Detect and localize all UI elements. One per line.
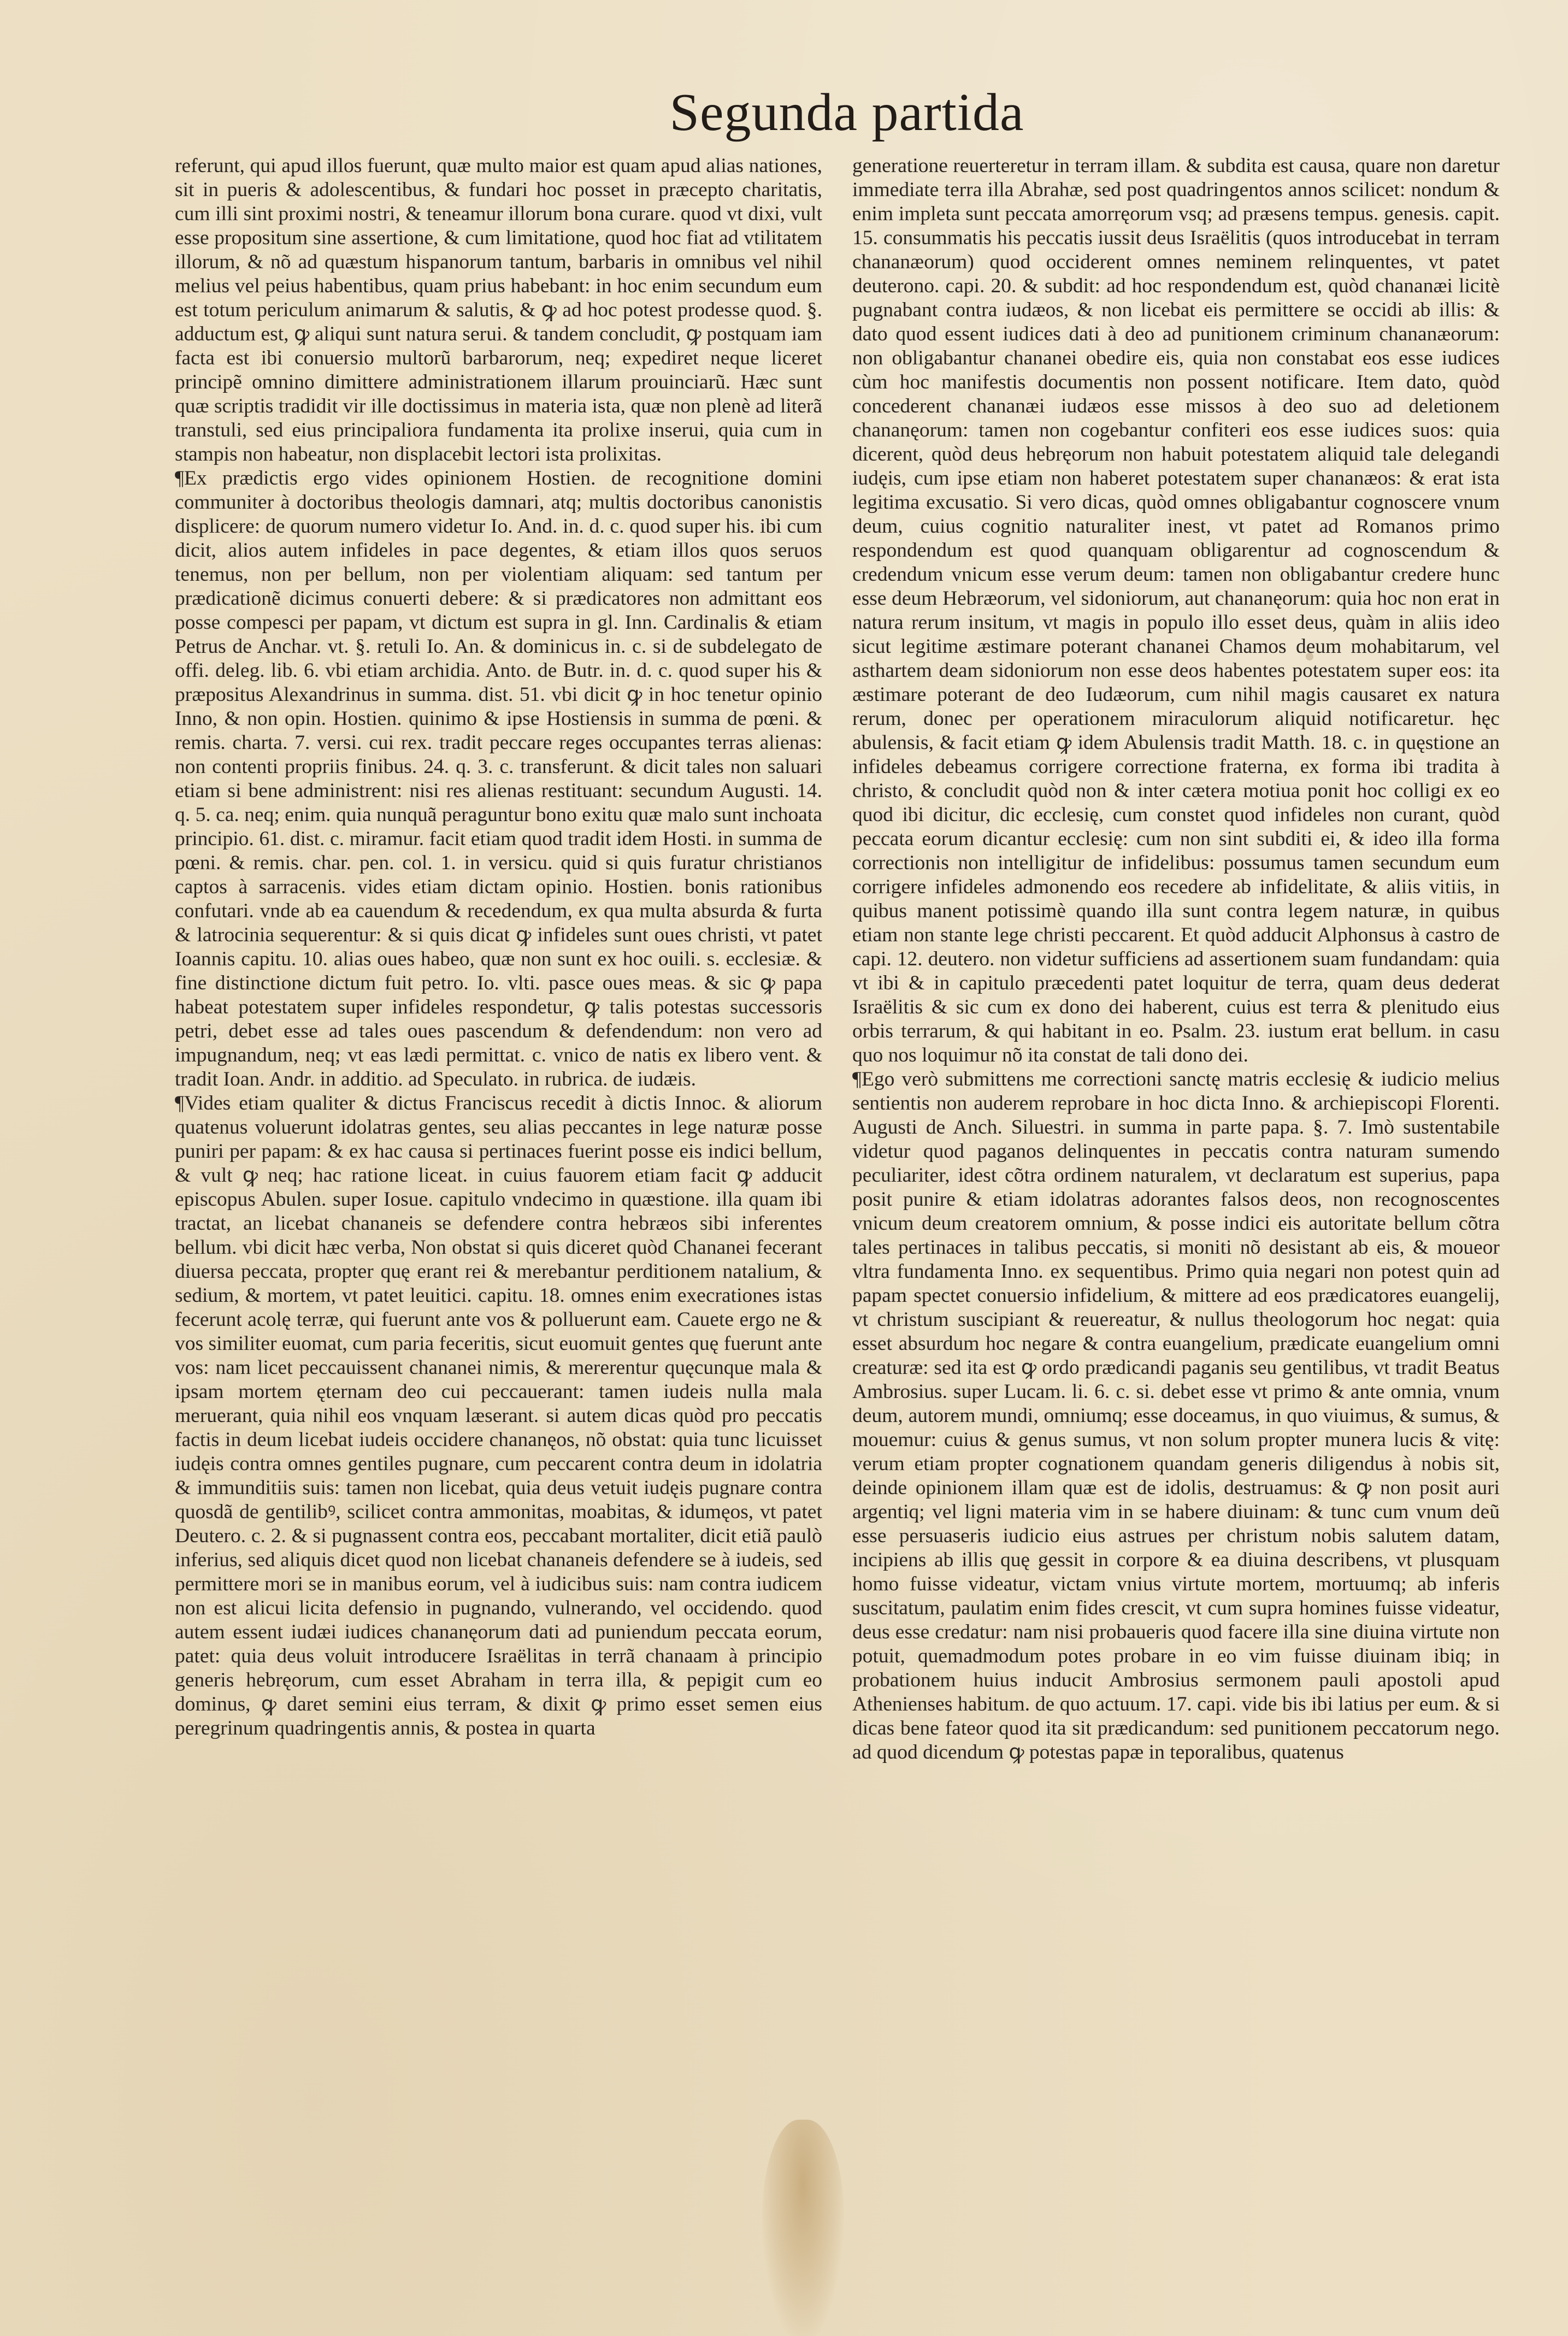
paragraph: ¶Ego verò submittens me correctioni sanctę matris ecclesię & iudicio melius sentientis non auderem reprobare in hoc dicta Inno. & archiepiscopi Florenti. Augusti de Anch. Siluestri. in summa in parte papa. §. 7. Imò sustentabile videtur quod paganos delinquentes in peccatis contra naturam sumendo peculiariter, idest cõtra ordinem naturalem, vt declaratum est superius, papa posit punire & etiam idolatras adorantes falsos deos, non recognoscentes vnicum deum creatorem omnium, & posse indici eis autoritate bellum cõtra tales pertinaces in talibus peccatis, si moniti nõ desistant ab eis, & moueor vltra fundamenta Inno. ex sequentibus. Primo quia negari non potest quin ad papam spectet conuersio infidelium, & mittere ad eos prædicatores euangelij, vt christum suscipiant & reuereatur, & nullus theologorum hoc negat: quia esset absurdum hoc negare & contra euangelium, prædicate euangelium omni creaturæ: sed ita est ꝙ ordo prædicandi paganis seu gentilibus, vt tradit Beatus Ambrosius. super Lucam. li. 6. c. si. debet esse vt primo & ante omnia, vnum deum, autorem mundi, omniumq; esse doceamus, in quo viuimus, & sumus, & mouemur: cuius & genus sumus, vt non solum propter munera lucis & vitę: verum etiam propter cognationem quandam generis diligendus à nobis sit, deinde opinionem illam quæ est de idolis, destruamus: & ꝙ non posit auri argentiq; vel ligni materia vim in se habere diuinam: & tunc cum vnum deũ esse persuaseris iudicio eius astrues per christum nobis salutem datam, incipiens ab illis quę gessit in corpore & ea diuina describens, vt plusquam homo fuisse videatur, victam vnius virtute mortem, mortuumq; ab inferis suscitatum, paulatim enim fides crescit, vt cum supra homines fuisse videatur, deus esse credatur: nam nisi probaueris quod facere illa sine diuina virtute non potuit, quemadmodum potes probare in eo vim fuisse diuinam ibiq; in probationem huius inducit Ambrosius sermonem pauli apostoli apud Athenienses habitum. de quo actuum. 17. capi. vide bis ibi latius per eum. & si dicas bene fateor quod ita sit prædicandum: sed punitionem peccatorum nego. ad quod dicendum ꝙ potestas papæ in teporalibus, quatenus [852, 1068, 1500, 1763]
paragraph: generatione reuerteretur in terram illam. & subdita est causa, quare non daretur immediate terra illa Abrahæ, sed post quadringentos annos scilicet: nondum & enim impleta sunt peccata amorręorum vsq; ad præsens tempus. genesis. capit. 15. consummatis his peccatis iussit deus Israëlitis (quos introducebat in terram chananæorum) quod occiderent omnes neminem relinquentes, vt patet deuterono. capi. 20. & subdit: ad hoc respondendum est, quòd chananæi licitè pugnabant contra iudæos, & non licebat eis permittere se occidi ab illis: & dato quod essent iudices dati à deo ad punitionem criminum chananæorum: non obligabantur chananei obedire eis, quia non constabat eos esse iudices cùm hoc manifestis documentis non possent notificare. Item dato, quòd concederent chananæi iudæos esse missos à deo suo ad deletionem chananęorum: tamen non cogebantur confiteri eos esse iudices suos: quia dicerent, quòd deus hebręorum non habuit potestatem aliquid tale delegandi iudęis, cum ipse etiam non haberet potestatem super chananæos: & erat ista legitima excusatio. Si vero dicas, quòd omnes obligabantur cognoscere vnum deum, cuius cognitio naturaliter inest, vt patet ad Romanos primo respondendum est quod quanquam obligarentur ad cognoscendum & credendum vnicum esse verum deum: tamen non obligabantur credere hunc esse deum Hebræorum, vel sidoniorum, aut chananęorum: quia hoc non erat in natura rerum insitum, vt magis in populo illo esset deus, quàm in aliis ideo sicut legitime æstimare poterant chananei Chamos deum mohabitarum, vel asthartem deam sidoniorum non esse deos habentes potestatem super eos: ita æstimare poterant de deo Iudæorum, cum nihil magis causaret ex natura rerum, donec per operationem miraculorum aliquid notificaretur. hęc abulensis, & facit etiam ꝙ idem Abulensis tradit Matth. 18. c. in quęstione an infideles debeamus corrigere correctione fraterna, ex forma ibi tradita à christo, & concludit quòd non & inter cætera motiua ponit hoc colligi ex eo quod ibi dicitur, dic ecclesię, cum constet quod infideles non curant, quòd peccata eorum dicantur ecclesię: cum non sint subditi ei, & ideo illa forma correctionis non intelligitur de infidelibus: possumus tamen secundum eum corrigere infideles admonendo eos recedere ab infidelitate, & aliis vitiis, in quibus manent potissimè quando illa sunt contra legem naturæ, in quibus etiam non stante lege christi peccarent. Et quòd adducit Alphonsus à castro de capi. 12. deutero. non videtur sufficiens ad assertionem suam fundandam: quia vt ibi & in capitulo præcedenti patet loquitur de terra, quam deus dederat Israëlitis & sic cum ex dono dei haberent, cuius est terra & plenitudo eius orbis terrarum, & qui habitant in eo. Psalm. 23. iustum erat bellum. in casu quo nos loquimur nõ ita constat de tali dono dei. [852, 155, 1500, 1066]
running-head: Segunda partida [669, 83, 1024, 142]
right-column [852, 154, 1500, 1765]
paragraph: referunt, qui apud illos fuerunt, quæ multo maior est quam apud alias nationes, sit in pueris & adolescentibus, & fundari hoc posset in præcepto charitatis, cum illi sint proximi nostri, & teneamur illorum bona curare. quod vt dixi, vult esse propositum sine assertione, & cum limitatione, quod hoc fiat ad vtilitatem illorum, & nõ ad quæstum hispanorum tantum, barbaris in omnibus vel nihil melius vel peius habentibus, quam prius habebant: in hoc enim secundum eum est totum periculum animarum & salutis, & ꝙ ad hoc potest prodesse quod. §. adductum est, ꝙ aliqui sunt natura serui. & tandem concludit, ꝙ postquam iam facta est ibi conuersio multorũ barbarorum, neq; expediret neque liceret principẽ omnino dimittere administrationem illarum prouinciarũ. Hæc sunt quæ scriptis tradidit vir ille doctissimus in materia ista, quæ non plenè ad literã transtuli, sed eius principaliora fundamenta ita prolixe inserui, quia cum in stampis non habeatur, non displacebit lectori ista prolixitas. [175, 155, 822, 465]
paragraph: ¶Ex prædictis ergo vides opinionem Hostien. de recognitione domini communiter à doctoribus theologis damnari, atq; multis doctoribus canonistis displicere: de quorum numero videtur Io. And. in. d. c. quod super his. ibi cum dicit, alios autem infideles in pace degentes, & etiam illos quos seruos tenemus, non per bellum, non per violentiam aliquam: sed tantum per prædicationẽ dicimus conuerti debere: & si prædicatores non admittant eos posse compesci per papam, vt dictum est supra in gl. Inn. Cardinalis & etiam Petrus de Anchar. vt. §. retuli Io. An. & dominicus in. c. si de subdelegato de offi. deleg. lib. 6. vbi etiam archidia. Anto. de Butr. in. d. c. quod super his & præpositus Alexandrinus in summa. dist. 51. vbi dicit ꝙ in hoc tenetur opinio Inno, & non opin. Hostien. quinimo & ipse Hostiensis in summa de pœni. & remis. charta. 7. versi. cui rex. tradit peccare reges occupantes terras alienas: non contenti propriis finibus. 24. q. 3. c. transferunt. & dicit tales non saluari etiam si bene administrent: nisi res alienas restituant: secundum Augusti. 14. q. 5. ca. neq; enim. quia nunquã peraguntur bono exitu quæ malo sunt inchoata principio. 61. dist. c. miramur. facit etiam quod tradit idem Hosti. in summa de pœni. & remis. char. pen. col. 1. in versicu. quid si quis furatur christianos captos à sarracenis. vides etiam dictam opinio. Hostien. bonis rationibus confutari. vnde ab ea cauendum & recedendum, ex qua multa absurda & furta & latrocinia sequerentur: & si quis dicat ꝙ infideles sunt oues christi, vt patet Ioannis capitu. 10. alias oues habeo, quæ non sunt ex hoc ouili. s. ecclesiæ. & fine distinctione dictum fuit petro. Io. vlti. pasce oues meas. & sic ꝙ papa habeat potestatem super infideles respondetur, ꝙ talis potestas successoris petri, debet esse ad tales oues pascendum & defendendum: non vero ad impugnandum, neq; vt eas lædi permittat. c. vnico de natis ex libero vent. & tradit Ioan. Andr. in additio. ad Speculato. in rubrica. de iudæis. [175, 467, 822, 1090]
left-column [175, 154, 822, 1741]
water-stain [762, 2120, 844, 2336]
paragraph: ¶Vides etiam qualiter & dictus Franciscus recedit à dictis Innoc. & aliorum quatenus voluerunt idolatras gentes, seu alias peccantes in lege naturæ posse puniri per papam: & ex hac causa si pertinaces fuerint posse eis indici bellum, & vult ꝙ neq; hac ratione liceat. in cuius fauorem etiam facit ꝙ adducit episcopus Abulen. super Iosue. capitulo vndecimo in quæstione. illa quam ibi tractat, an licebat chananeis se defendere contra hebræos sibi inferentes bellum. vbi dicit hæc verba, Non obstat si quis diceret quòd Chananei fecerant diuersa peccata, propter quę erant rei & merebantur perditionem natalium, & sedium, & mortem, vt patet leuitici. capitu. 18. omnes enim execrationes istas fecerunt acolę terræ, qui fuerunt ante vos & polluerunt eam. Cauete ergo ne & vos similiter euomat, cum paria feceritis, sicut euomuit gentes quę fuerunt ante vos: nam licet peccauissent chananei nimis, & mererentur quęcunque mala & ipsam mortem ęternam deo cui peccauerant: tamen iudeis nulla mala meruerant, quia nihil eos vnquam læserant. si autem dicas quòd pro peccatis factis in deum licebat iudeis occidere chananęos, nõ obstat: quia tunc licuisset iudęis contra omnes gentiles pugnare, cum peccarent contra deum in idolatria & immunditiis suis: tamen non licebat, quia deus vetuit iudęis pugnare contra quosdã de gentilibꝰ, scilicet contra ammonitas, moabitas, & idumęos, vt patet Deutero. c. 2. & si pugnassent contra eos, peccabant mortaliter, dicit etiã paulò inferius, sed aliquis dicet quod non licebat chananeis defendere se à iudeis, sed permittere mori se in manibus eorum, vel à iudicibus suis: nam contra iudicem non est alicui licita defensio in pugnando, vulnerando, vel occidendo. quod autem essent iudæi iudices chananęorum dati ad puniendum peccata eorum, patet: quia deus voluit introducere Israëlitas in terrã chanaam à principio generis hebręorum, cum esset Abraham in terra illa, & pepigit cum eo dominus, ꝙ daret semini eius terram, & dixit ꝙ primo esset semen eius peregrinum quadringentis annis, & postea in quarta [175, 1092, 822, 1739]
